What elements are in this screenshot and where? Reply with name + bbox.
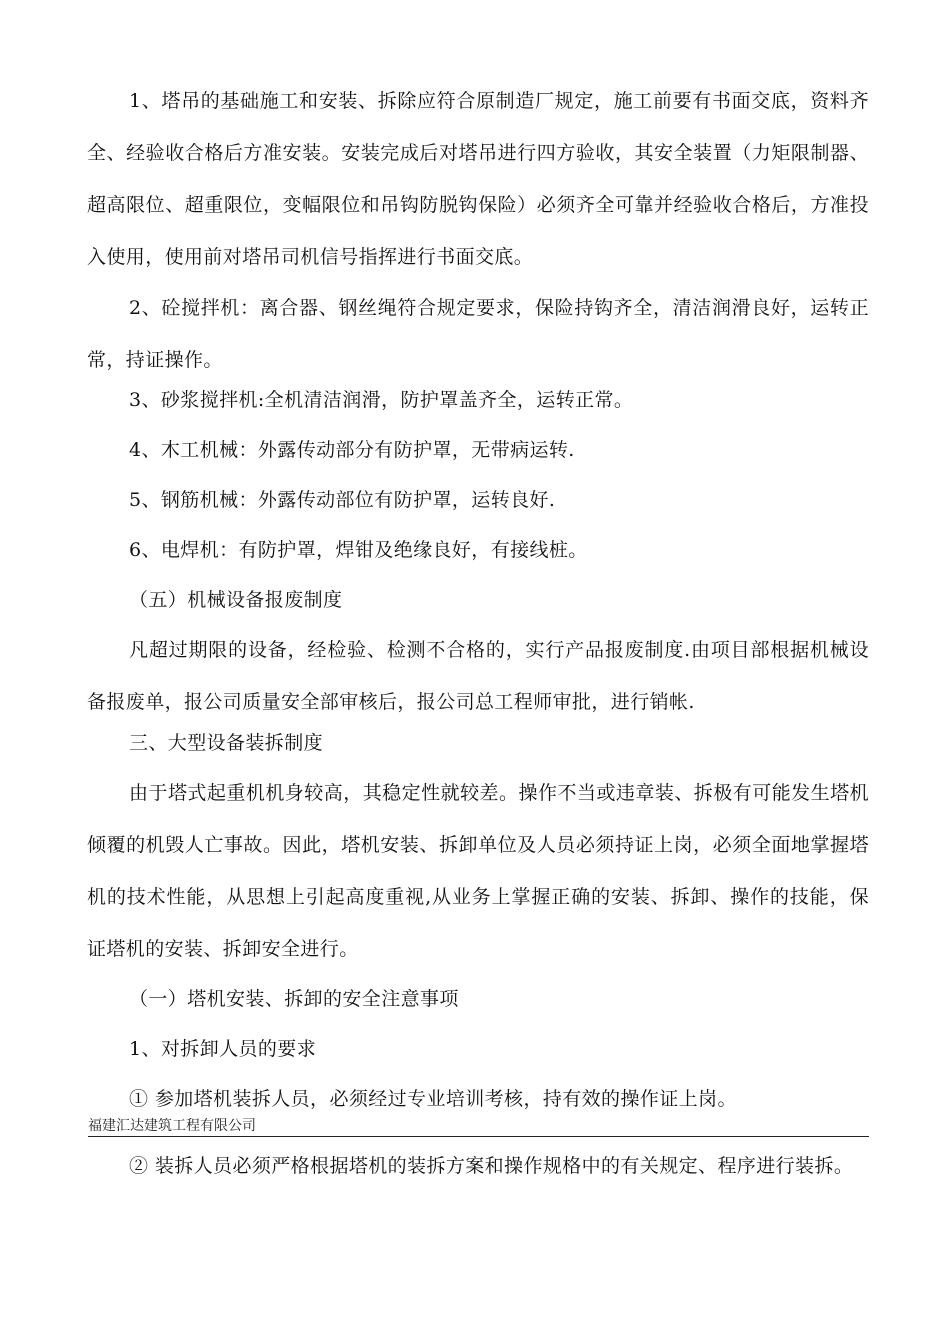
paragraph-rebar-machinery: 5、钢筋机械：外露传动部位有防护罩，运转良好. — [129, 489, 556, 511]
paragraph-mortar-mixer: 3、砂浆搅拌机:全机清洁润滑，防护罩盖齐全，运转正常。 — [129, 389, 634, 411]
paragraph-scrapping-procedure: 凡超过期限的设备，经检验、检测不合格的，实行产品报废制度.由项目部根据机械设备报废单，报公司质量安全部审核后，报公司总工程师审批，进行销帐. — [87, 639, 869, 713]
heading-safety-precautions: （一）塔机安装、拆卸的安全注意事项 — [129, 988, 459, 1010]
heading-large-equipment: 三、大型设备装拆制度 — [129, 732, 324, 754]
paragraph-concrete-mixer: 2、砼搅拌机：离合器、钢丝绳符合规定要求，保险持钩齐全，清洁润滑良好，运转正常，持证操作。 — [87, 297, 869, 371]
list-item-follow-procedures: ② 装拆人员必须严格根据塔机的装拆方案和操作规格中的有关规定、程序进行装拆。 — [129, 1155, 854, 1177]
paragraph-tower-crane-stability: 由于塔式起重机机身较高，其稳定性就较差。操作不当或违章装、拆极有可能发生塔机倾覆的机毁人亡事故。因此，塔机安装、拆卸单位及人员必须持证上岗，必须全面地掌握塔机的技术性能，从思想上引起高度重视,从业务上掌握正确的安装、拆卸、操作的技能，保证塔机的安装、拆卸安全进行。 — [87, 782, 869, 960]
footer-company-name: 福建汇达建筑工程有限公司 — [88, 1118, 256, 1134]
paragraph-electric-welder: 6、电焊机：有防护罩，焊钳及绝缘良好，有接线桩。 — [129, 539, 588, 561]
heading-personnel-requirements: 1、对拆卸人员的要求 — [129, 1038, 317, 1060]
paragraph-woodworking-machinery: 4、木工机械：外露传动部分有防护罩，无带病运转. — [129, 439, 575, 461]
list-item-training-certification: ① 参加塔机装拆人员，必须经过专业培训考核，持有效的操作证上岗。 — [129, 1088, 737, 1110]
heading-equipment-scrapping: （五）机械设备报废制度 — [129, 589, 343, 611]
page-footer — [88, 1117, 869, 1137]
paragraph-tower-crane-installation: 1、塔吊的基础施工和安装、拆除应符合原制造厂规定，施工前要有书面交底，资料齐全、经验收合格后方准安装。安装完成后对塔吊进行四方验收，其安全装置（力矩限制器、超高限位、超重限位，变幅限位和吊钩防脱钩保险）必须齐全可靠并经验收合格后，方准投入使用，使用前对塔吊司机信号指挥进行书面交底。 — [87, 90, 869, 268]
